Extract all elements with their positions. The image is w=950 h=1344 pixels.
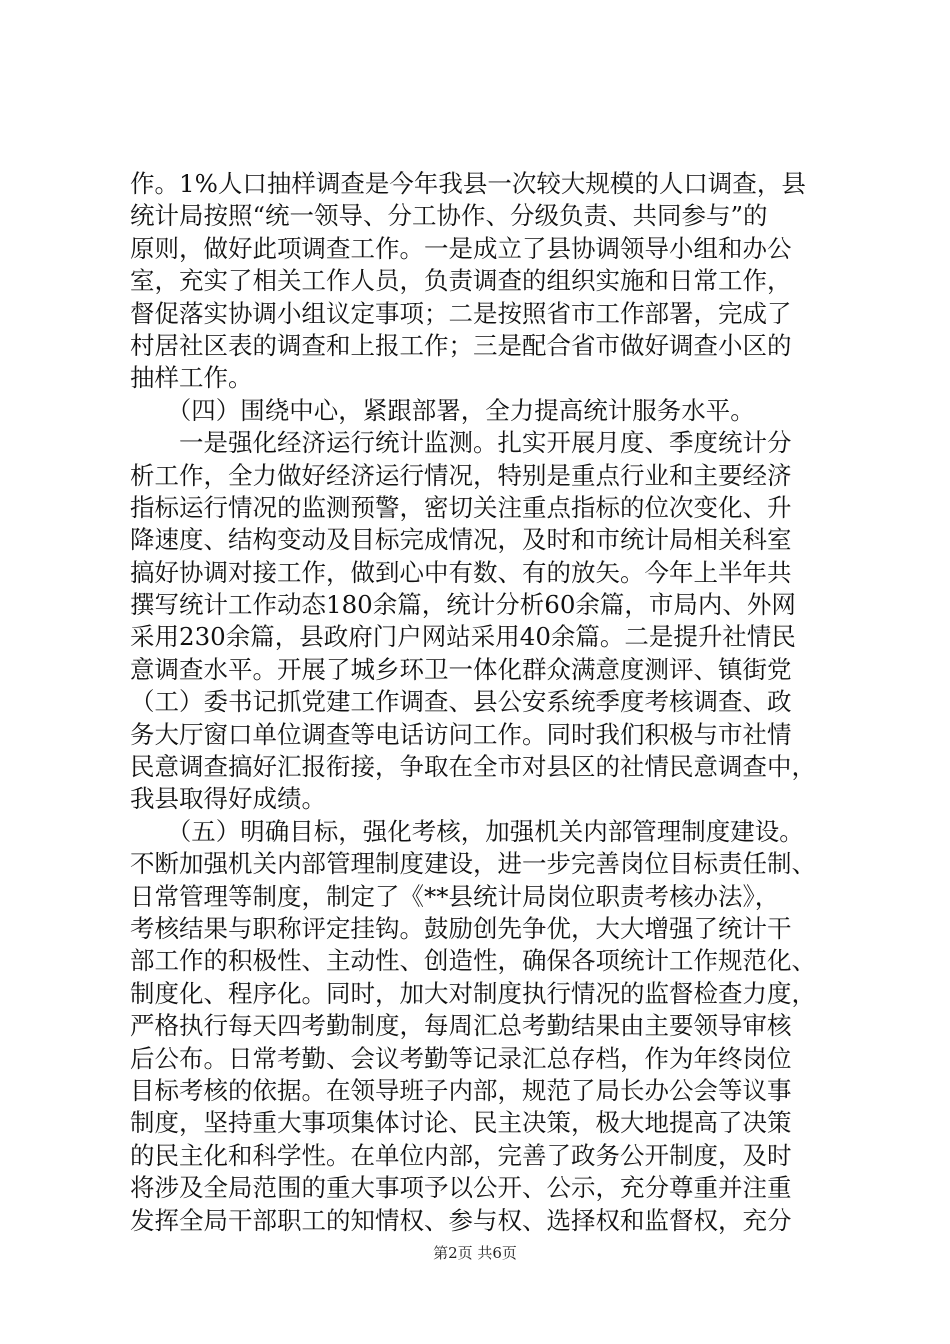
text-line: 搞好协调对接工作，做到心中有数、有的放矢。今年上半年共: [130, 557, 792, 587]
text-line: 降速度、结构变动及目标完成情况，及时和市统计局相关科室: [130, 525, 792, 555]
text-line: 抽样工作。: [130, 363, 253, 393]
page-footer: 第2页 共6页: [433, 1244, 517, 1262]
text-line: 发挥全局干部职工的知情权、参与权、选择权和监督权，充分: [130, 1205, 792, 1235]
text-line: 指标运行情况的监测预警，密切关注重点指标的位次变化、升: [130, 492, 792, 522]
text-line: 民意调查搞好汇报衔接，争取在全市对县区的社情民意调查中，: [130, 752, 816, 782]
text-line: 采用230余篇，县政府门户网站采用40余篇。二是提升社情民: [130, 622, 796, 652]
text-line: 撰写统计工作动态180余篇，统计分析60余篇，市局内、外网: [130, 590, 796, 620]
text-line: 目标考核的依据。在领导班子内部，规范了局长办公会等议事: [130, 1075, 792, 1105]
text-line: 的民主化和科学性。在单位内部，完善了政务公开制度，及时: [130, 1140, 792, 1170]
text-line: 后公布。日常考勤、会议考勤等记录汇总存档，作为年终岗位: [130, 1043, 792, 1073]
text-line: 我县取得好成绩。: [130, 784, 326, 814]
text-line: 考核结果与职称评定挂钩。鼓励创先争优，大大增强了统计干: [130, 913, 792, 943]
text-line: 督促落实协调小组议定事项；二是按照省市工作部署，完成了: [130, 298, 792, 328]
text-line: 部工作的积极性、主动性、创造性，确保各项统计工作规范化、: [130, 946, 816, 976]
text-line: 室，充实了相关工作人员，负责调查的组织实施和日常工作，: [130, 266, 792, 296]
text-line: 日常管理等制度，制定了《**县统计局岗位职责考核办法》，: [130, 881, 780, 911]
text-line: 务大厅窗口单位调查等电话访问工作。同时我们积极与市社情: [130, 719, 792, 749]
text-line: 严格执行每天四考勤制度，每周汇总考勤结果由主要领导审核: [130, 1011, 792, 1041]
document-body: [130, 168, 830, 1237]
text-line: 将涉及全局范围的重大事项予以公开、公示，充分尊重并注重: [130, 1173, 792, 1203]
text-line: 村居社区表的调查和上报工作；三是配合省市做好调查小区的: [130, 330, 792, 360]
text-line: （工）委书记抓党建工作调查、县公安系统季度考核调查、政: [130, 687, 792, 717]
text-line: 统计局按照“统一领导、分工协作、分级负责、共同参与”的: [130, 201, 768, 231]
text-line: 析工作，全力做好经济运行情况，特别是重点行业和主要经济: [130, 460, 792, 490]
text-line: 意调查水平。开展了城乡环卫一体化群众满意度测评、镇街党: [130, 654, 792, 684]
text-line: 制度，坚持重大事项集体讨论、民主决策，极大地提高了决策: [130, 1108, 792, 1138]
text-line: 不断加强机关内部管理制度建设，进一步完善岗位目标责任制、: [130, 849, 816, 879]
text-line: （四）围绕中心，紧跟部署，全力提高统计服务水平。: [130, 395, 755, 425]
text-line: 原则，做好此项调查工作。一是成立了县协调领导小组和办公: [130, 233, 792, 263]
text-line: 作。1%人口抽样调查是今年我县一次较大规模的人口调查，县: [130, 169, 806, 198]
text-line: 制度化、程序化。同时，加大对制度执行情况的监督检查力度，: [130, 978, 816, 1008]
text-line: （五）明确目标，强化考核，加强机关内部管理制度建设。: [130, 816, 804, 846]
text-line: 一是强化经济运行统计监测。扎实开展月度、季度统计分: [130, 428, 792, 458]
